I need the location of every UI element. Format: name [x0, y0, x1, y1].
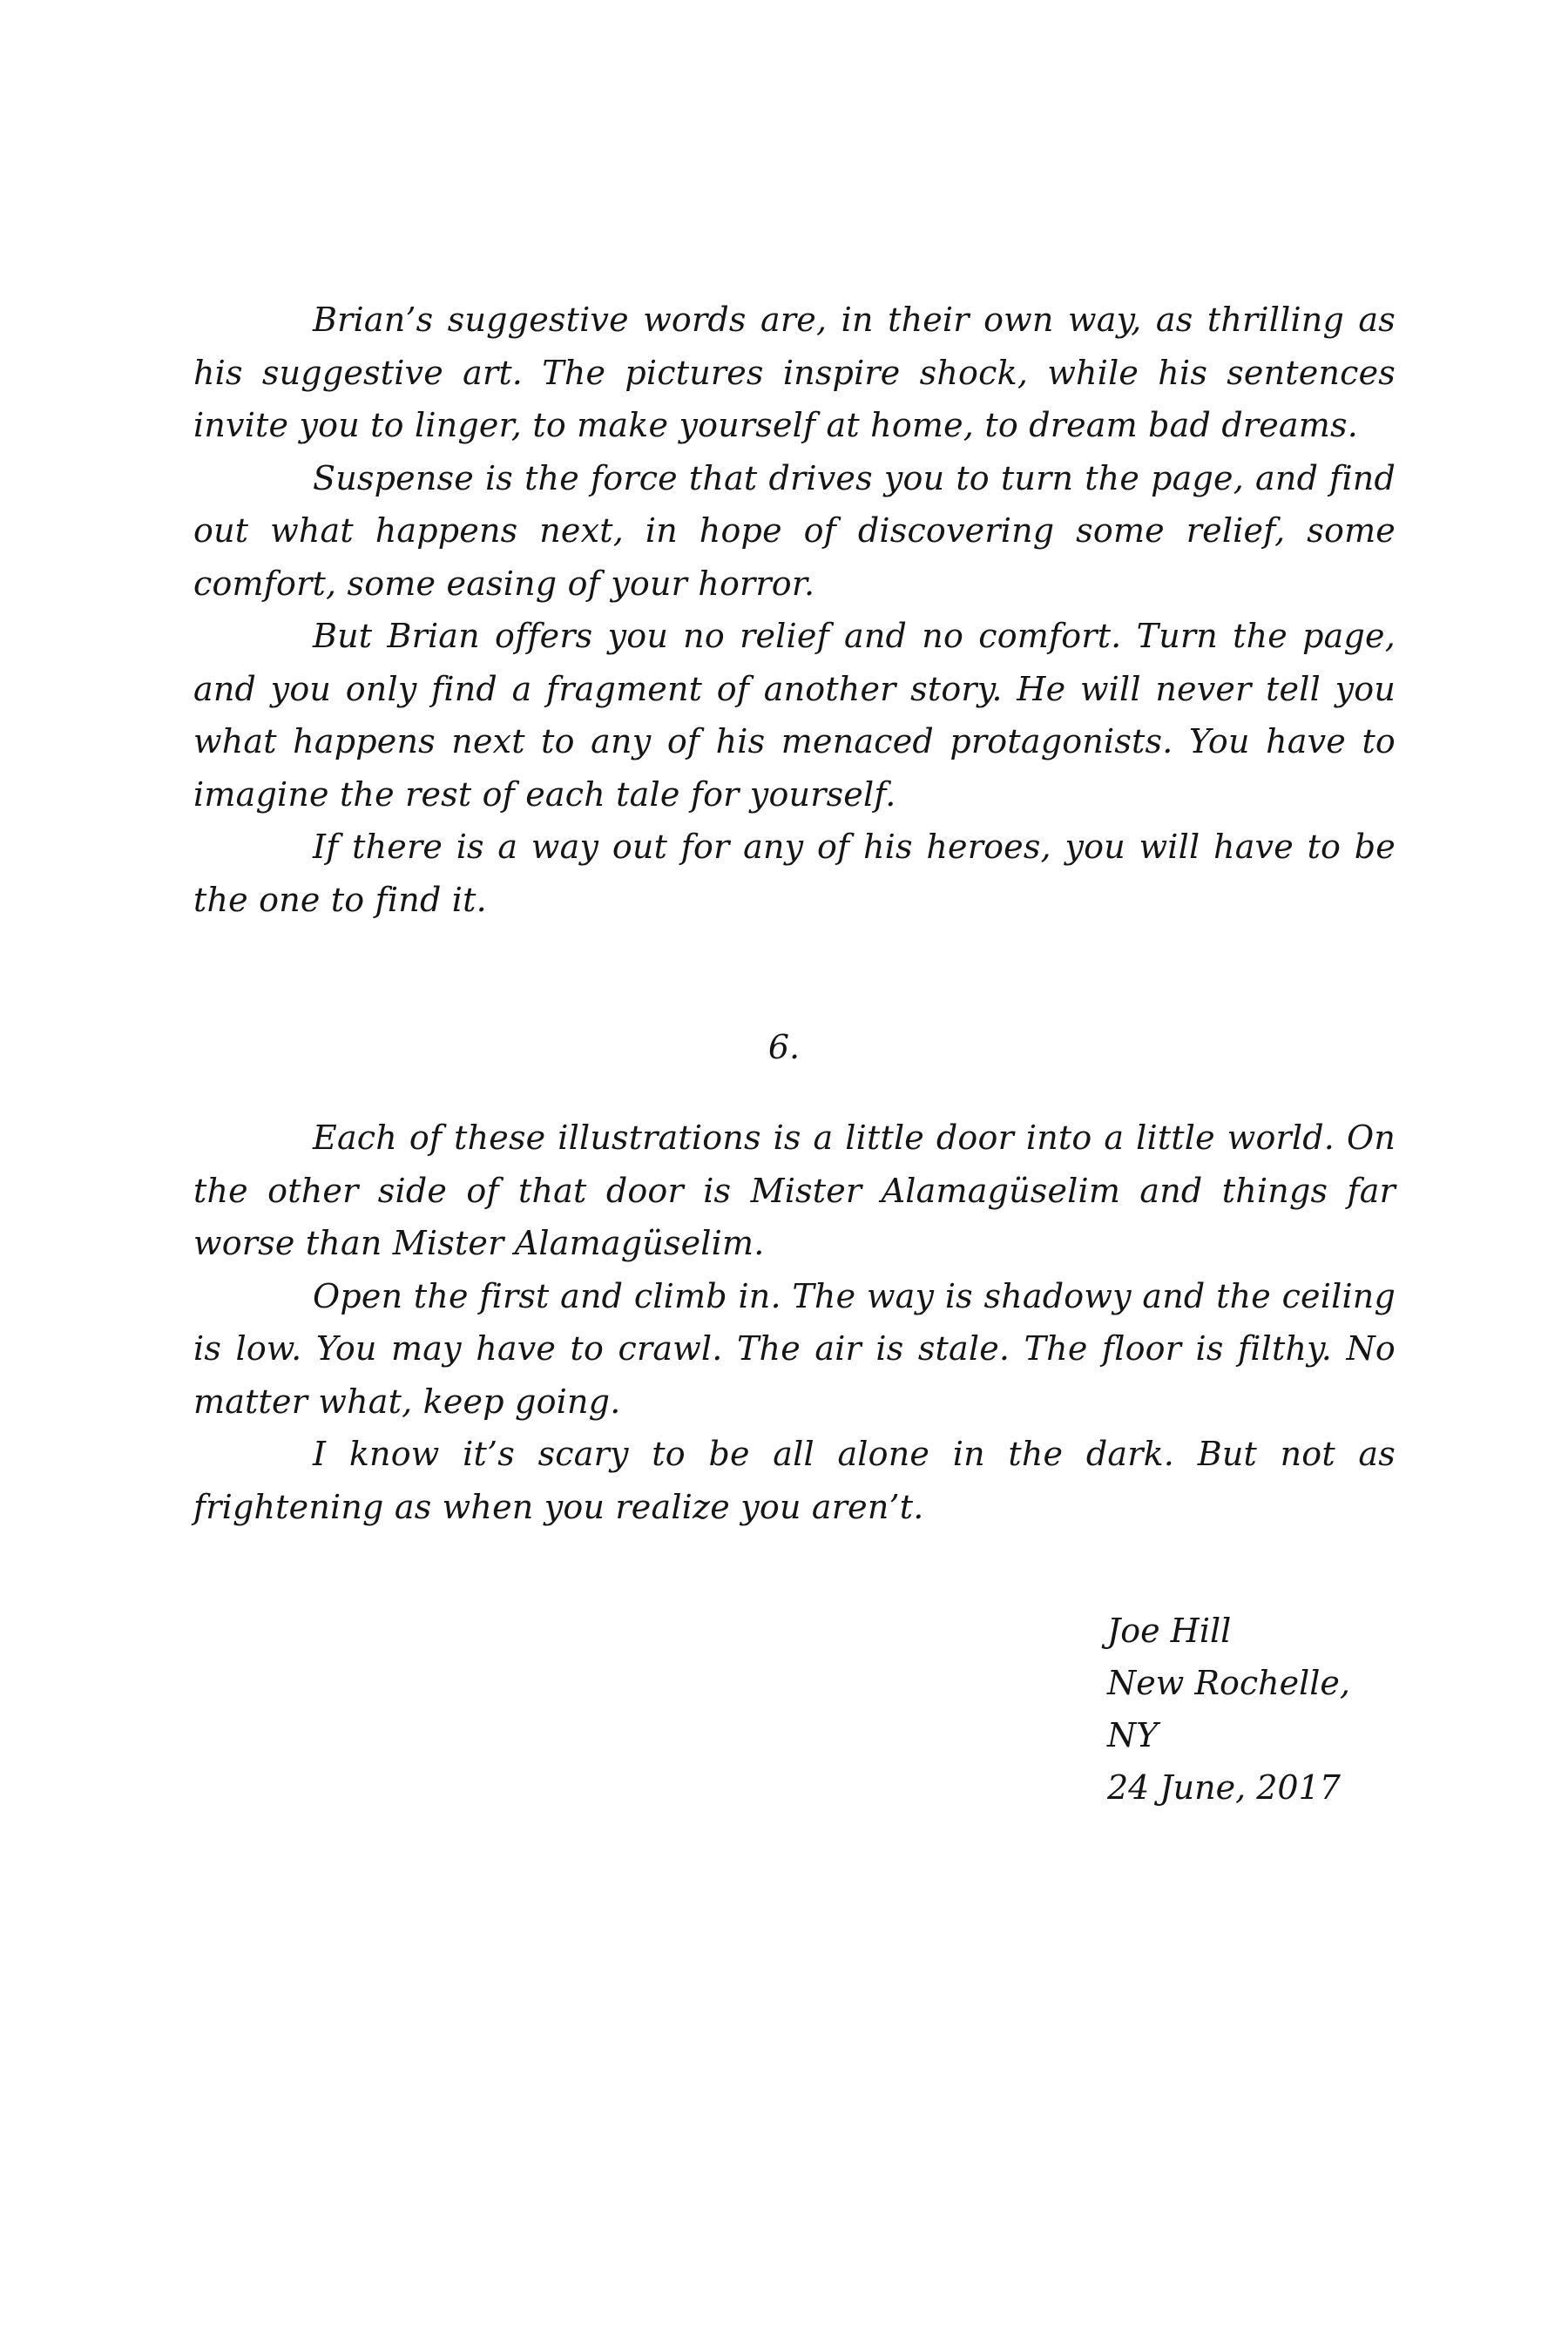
paragraph: Brian’s suggestive words are, in their own way, as thrilling as his suggestive art. The pictures inspire shock, while his sentences invite you to linger, to make yourself at home, to dream bad dreams. — [193, 301, 1396, 444]
paragraph: But Brian offers you no relief and no comfort. Turn the page, and you only find a fragment of another story. He will never tell you what happens next to any of his menaced protagonists. You have to imagine the rest of each tale for yourself. — [193, 617, 1396, 814]
paragraph: Each of these illustrations is a little door into a little world. On the other side of that door is Mister Alamagüselim and things far worse than Mister Alamagüselim. — [193, 1119, 1396, 1262]
signature-city: New Rochelle, — [1107, 1664, 1350, 1702]
paragraph: Suspense is the force that drives you to turn the page, and find out what happens next, in hope of discovering some relief, some comfort, some easing of your horror. — [193, 458, 1396, 603]
section-number: 6. — [767, 1028, 801, 1066]
signature-name: Joe Hill — [1107, 1612, 1232, 1650]
paragraph: If there is a way out for any of his heroes, you will have to be the one to find it. — [193, 828, 1396, 919]
signature-date: 24 June, 2017 — [1107, 1768, 1341, 1807]
paragraph: I know it’s scary to be all alone in the dark. But not as frightening as when you realize you aren’t. — [193, 1435, 1396, 1526]
paragraph: Open the first and climb in. The way is shadowy and the ceiling is low. You may have to crawl. The air is stale. The floor is filthy. No matter what, keep going. — [193, 1276, 1396, 1421]
signature-state: NY — [1107, 1716, 1159, 1754]
text-section-1 — [193, 294, 1396, 926]
signature-block — [1107, 1605, 1350, 1814]
text-section-2 — [193, 1112, 1396, 1533]
